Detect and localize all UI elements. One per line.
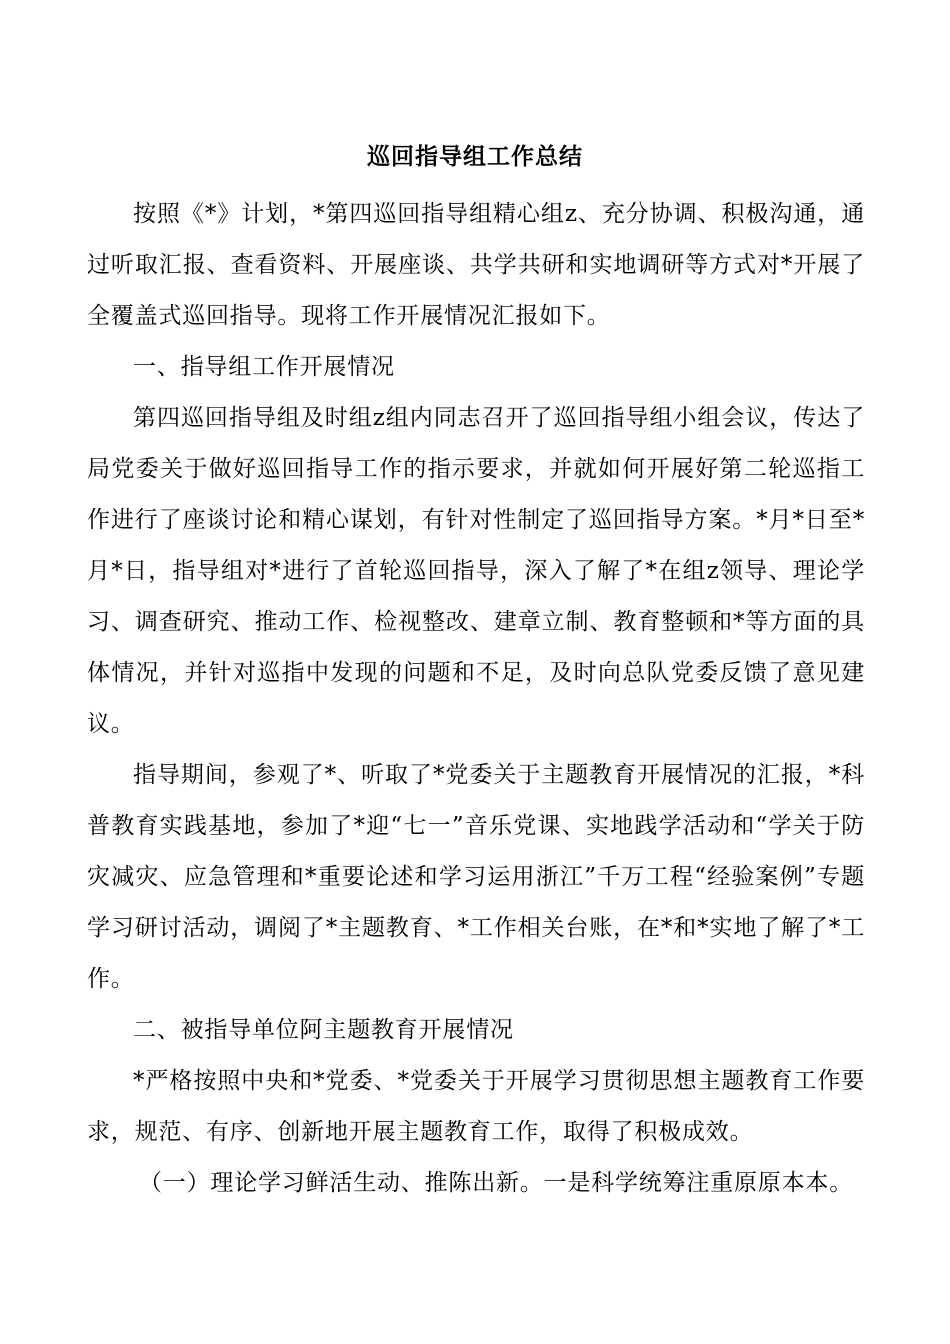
paragraph-education-status: *严格按照中央和*党委、*党委关于开展学习贯彻思想主题教育工作要求，规范、有序、创新地开展主题教育工作，取得了积极成效。 (87, 1068, 865, 1145)
paragraph-intro: 按照《*》计划，*第四巡回指导组精心组z、充分协调、积极沟通，通过听取汇报、查看资料、开展座谈、共学共研和实地调研等方式对*开展了全覆盖式巡回指导。现将工作开展情况汇报如下。 (87, 201, 865, 329)
subsection-heading-1: （一）理论学习鲜活生动、推陈出新。一是科学统筹注重原原本本。 (139, 1170, 853, 1196)
section-heading-1: 一、指导组工作开展情况 (133, 354, 395, 380)
document-title: 巡回指导组工作总结 (367, 143, 583, 170)
paragraph-work-overview: 第四巡回指导组及时组z组内同志召开了巡回指导组小组会议，传达了局党委关于做好巡回指导工作的指示要求，并就如何开展好第二轮巡指工作进行了座谈讨论和精心谋划，有针对性制定了巡回指导方案。*月*日至*月*日，指导组对*进行了首轮巡回指导，深入了解了*在组z领导、理论学习、调查研究、推动工作、检视整改、建章立制、教育整顿和*等方面的具体情况，并针对巡指中发现的问题和不足，及时向总队党委反馈了意见建议。 (87, 405, 865, 737)
document-body (87, 189, 865, 1209)
paragraph-guidance-period: 指导期间，参观了*、听取了*党委关于主题教育开展情况的汇报，*科普教育实践基地，参加了*迎“七一”音乐党课、实地践学活动和“学关于防灾减灾、应急管理和*重要论述和学习运用浙江”千万工程“经验案例”专题学习研讨活动，调阅了*主题教育、*工作相关台账，在*和*实地了解了*工作。 (87, 762, 865, 992)
section-heading-2: 二、被指导单位阿主题教育开展情况 (133, 1017, 514, 1043)
